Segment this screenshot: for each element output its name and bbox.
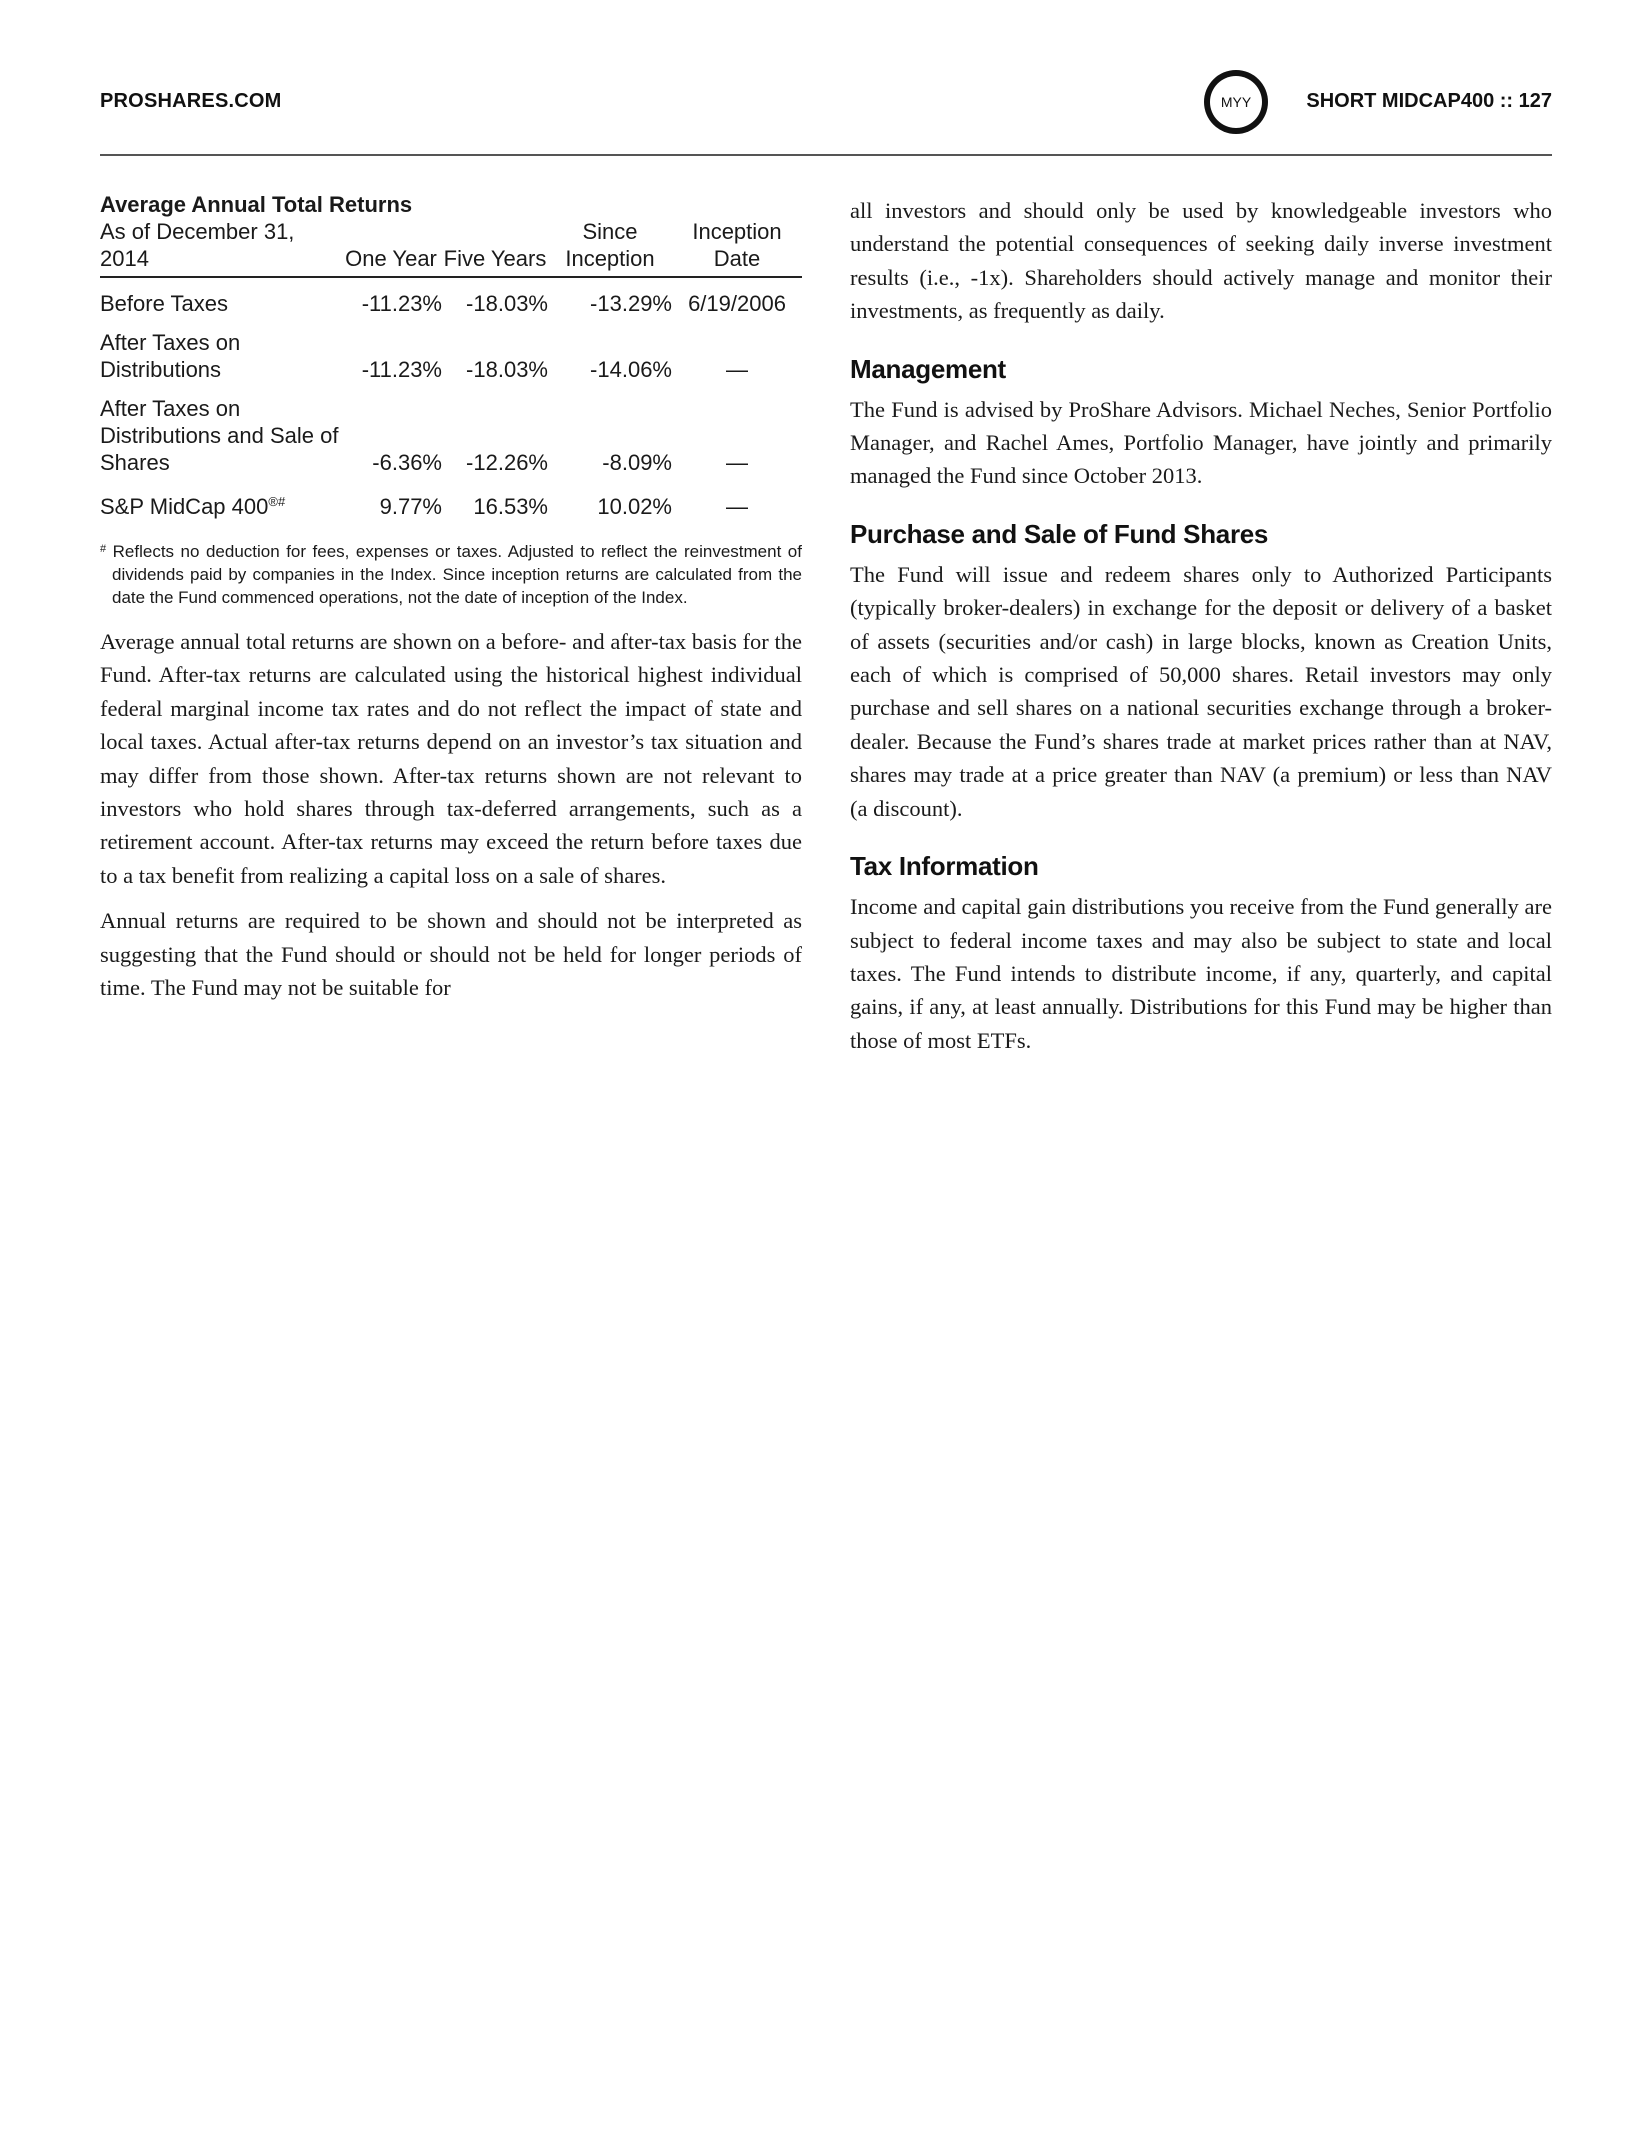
returns-table	[100, 218, 802, 520]
footnote-mark: #	[100, 543, 107, 555]
inception-date-value: —	[726, 450, 748, 475]
five-years-value: 16.53%	[473, 494, 548, 519]
inception-date-value: —	[726, 494, 748, 519]
table-row	[100, 317, 802, 383]
col-header-since-inception: Since Inception	[548, 218, 672, 277]
left-column	[100, 192, 802, 1004]
one-year-value: -11.23%	[361, 291, 442, 316]
site-name: PROSHARES.COM	[100, 90, 282, 112]
five-years-value: -18.03%	[466, 291, 548, 316]
index-footnote-mark: ®#	[268, 494, 286, 509]
paragraph-management: The Fund is advised by ProShare Advisors. Michael Neches, Senior Portfolio Manager, and Rachel Ames, Portfolio Manager, have jointly and primarily managed the Fund since October 2013.	[850, 396, 1552, 489]
col-header-as-of: As of December 31, 2014	[100, 218, 340, 277]
ticker-symbol: MYY	[1210, 76, 1262, 128]
footnote-text: Reflects no deduction for fees, expenses or taxes. Adjusted to reflect the reinvestment of dividends paid by companies in the Index. Since inception returns are calculated from the date the Fund commenced operations, not the date of inception of the Index.	[112, 542, 802, 607]
running-title: SHORT MIDCAP400 :: 127	[1306, 90, 1552, 112]
inception-date-value: 6/19/2006	[688, 291, 786, 316]
paragraph-continued: all investors and should only be used by knowledgeable investors who understand the potential consequences of seeking daily inverse investment results (i.e., -1x). Shareholders should actively manage and monitor their investments, as frequently as daily.	[850, 198, 1552, 324]
col-header-one-year: One Year	[340, 218, 442, 277]
heading-purchase-sale: Purchase and Sale of Fund Shares	[850, 518, 1269, 549]
row-label: After Taxes on Distributions	[100, 330, 241, 382]
page-header	[100, 62, 1552, 156]
right-column	[850, 194, 1552, 1057]
table-row	[100, 476, 802, 520]
inception-date-value: —	[726, 357, 748, 382]
col-header-five-years: Five Years	[442, 218, 548, 277]
five-years-value: -12.26%	[466, 450, 548, 475]
paragraph-annual-returns: Annual returns are required to be shown and should not be interpreted as suggesting that the Fund should or should not be held for longer periods of time. The Fund may not be suitable for	[100, 908, 802, 1001]
since-inception-value: -8.09%	[602, 450, 672, 475]
since-inception-value: 10.02%	[597, 494, 672, 519]
row-label: Before Taxes	[100, 291, 229, 316]
since-inception-value: -13.29%	[590, 291, 672, 316]
table-title: Average Annual Total Returns	[100, 192, 413, 217]
index-name: S&P MidCap 400	[100, 494, 269, 519]
one-year-value: 9.77%	[379, 494, 442, 519]
table-row	[100, 383, 802, 476]
since-inception-value: -14.06%	[590, 357, 672, 382]
table-header-row	[100, 218, 802, 277]
one-year-value: -11.23%	[361, 357, 442, 382]
table-row	[100, 277, 802, 317]
ticker-badge	[1204, 70, 1268, 134]
row-label: After Taxes on Distributions and Sale of Shares	[100, 396, 339, 475]
paragraph-tax-information: Income and capital gain distributions you receive from the Fund generally are subject to federal income taxes and may also be subject to state and local taxes. The Fund intends to distribute income, if any, quarterly, and capital gains, if any, at least annually. Distributions for this Fund may be higher than those of most ETFs.	[850, 894, 1552, 1053]
heading-management: Management	[850, 353, 1006, 384]
paragraph-after-tax: Average annual total returns are shown on a before- and after-tax basis for the Fund. After-tax returns are calculated using the historical highest individual federal marginal income tax rates and do not reflect the impact of state and local taxes. Actual after-tax returns depend on an investor’s tax situation and may differ from those shown. After-tax returns shown are not relevant to investors who hold shares through tax-deferred arrangements, such as a retirement account. After-tax returns may exceed the return before taxes due to a tax benefit from realizing a capital loss on a sale of shares.	[100, 629, 802, 888]
heading-tax-information: Tax Information	[850, 851, 1039, 882]
five-years-value: -18.03%	[466, 357, 548, 382]
table-footnote	[100, 538, 802, 609]
one-year-value: -6.36%	[372, 450, 442, 475]
paragraph-purchase-sale: The Fund will issue and redeem shares only to Authorized Participants (typically broker-dealers) in exchange for the deposit or delivery of a basket of assets (securities and/or cash) in large blocks, known as Creation Units, each of which is comprised of 50,000 shares. Retail investors may only purchase and sell shares on a national securities exchange through a broker-dealer. Because the Fund’s shares trade at market prices rather than at NAV, shares may trade at a price greater than NAV (a premium) or less than NAV (a discount).	[850, 561, 1552, 821]
row-label	[100, 476, 340, 520]
col-header-inception-date: Inception Date	[672, 218, 802, 277]
